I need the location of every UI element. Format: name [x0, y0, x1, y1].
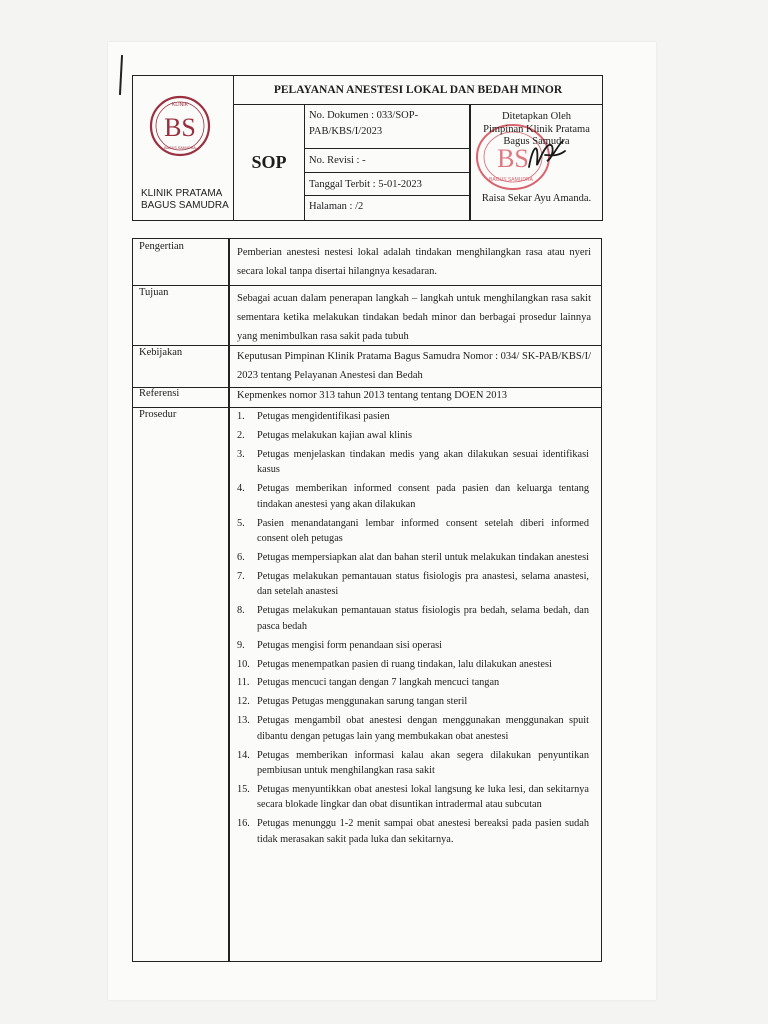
step-text: Petugas mencuci tangan dengan 7 langkah mencuci tangan	[257, 677, 500, 689]
no-dokumen-line2: PAB/KBS/I/2023	[309, 126, 383, 137]
prosedur-step	[237, 713, 589, 744]
step-number: 1.	[237, 411, 245, 422]
sop-header-table	[132, 75, 603, 221]
logo-ring-top: KLINIK	[172, 102, 188, 108]
column-separator	[228, 239, 230, 961]
prosedur-step	[237, 550, 589, 566]
kebijakan-label: Kebijakan	[139, 347, 183, 358]
no-dokumen-line1: No. Dokumen : 033/SOP-	[309, 110, 419, 121]
row-divider	[133, 345, 601, 346]
tujuan-label: Tujuan	[139, 287, 169, 298]
prosedur-step	[237, 428, 589, 444]
step-number: 4.	[237, 483, 245, 495]
referensi-text: Kepmenkes nomor 313 tahun 2013 tentang tentang DOEN 2013	[237, 390, 508, 401]
referensi-label: Referensi	[139, 388, 180, 399]
prosedur-step	[237, 748, 589, 779]
step-number: 7.	[237, 570, 245, 582]
halaman-cell: Halaman : /2	[309, 201, 364, 212]
step-number: 3.	[237, 448, 245, 460]
step-number: 11.	[237, 677, 250, 689]
prosedur-step	[237, 603, 589, 634]
step-number: 10.	[237, 658, 250, 670]
logo-ring-bottom: BAGUS SAMUDRA	[164, 146, 196, 150]
prosedur-step	[237, 816, 589, 847]
prosedur-step	[237, 481, 589, 512]
step-text: Petugas mempersiapkan alat dan bahan steril untuk melakukan tindakan anestesi	[257, 551, 589, 563]
logo-initials: BS	[164, 113, 196, 142]
step-text: Petugas Petugas menggunakan sarung tangan steril	[257, 696, 468, 708]
prosedur-step	[237, 694, 589, 710]
no-dokumen-cell	[305, 105, 469, 149]
stamp-text: BAGUS SAMUDRA	[489, 177, 533, 183]
tanggal-terbit-cell: Tanggal Terbit : 5-01-2023	[305, 173, 469, 196]
row-divider	[133, 285, 601, 286]
step-text: Petugas menunggu 1-2 menit sampai obat anestesi bereaksi pada pasien sudah tidak merasakan sakit pada luka dan sekitarnya.	[257, 818, 589, 845]
step-number: 16.	[237, 818, 250, 830]
step-text: Pasien menandatangani lembar informed consent setelah diberi informed consent oleh petugas	[257, 517, 589, 545]
step-number: 14.	[237, 749, 250, 761]
logo-cell	[133, 76, 234, 220]
step-text: Petugas memberikan informasi kalau akan segera dilakukan penyuntikan pembiusan untuk menghilangkan rasa sakit	[257, 749, 589, 777]
prosedur-step	[237, 675, 589, 691]
pimpinan-klinik: Pimpinan Klinik Pratama Bagus Samudra	[483, 124, 590, 147]
prosedur-step	[237, 638, 589, 654]
step-text: Petugas melakukan pemantauan status fisiologis pra anastesi, selama anastesi, dan setelah anastesi	[257, 570, 589, 598]
step-text: Petugas mengidentifikasi pasien	[257, 411, 390, 422]
approval-cell	[471, 105, 602, 220]
prosedur-step	[237, 516, 589, 547]
step-text: Petugas mengambil obat anestesi dengan menggunakan menggunakan spuit dibantu dengan petugas lain yang membukakan obat anestesi	[257, 715, 589, 742]
step-text: Petugas menempatkan pasien di ruang tindakan, lalu dilakukan anestesi	[257, 658, 552, 670]
prosedur-step	[237, 447, 589, 478]
step-number: 12.	[237, 696, 250, 708]
clinic-logo-icon	[148, 94, 212, 158]
prosedur-step	[237, 409, 589, 425]
prosedur-steps-list	[237, 409, 589, 851]
step-number: 15.	[237, 783, 250, 795]
step-number: 2.	[237, 429, 245, 441]
pengertian-label: Pengertian	[139, 241, 184, 252]
row-divider	[133, 407, 601, 408]
signature-icon	[523, 137, 571, 177]
step-text: Petugas memberikan informed consent pada pasien dan keluarga tentang tindakan anestesi yang akan dilakukan	[257, 483, 589, 510]
clinic-name: KLINIK PRATAMA BAGUS SAMUDRA	[141, 188, 229, 211]
step-number: 5.	[237, 517, 245, 529]
kebijakan-text: Keputusan Pimpinan Klinik Pratama Bagus Samudra Nomor : 034/ SK-PAB/KBS/I/ 2023 tentang Pelayanan Anestesi dan Bedah	[237, 351, 591, 381]
pengertian-text: Pemberian anestesi nestesi lokal adalah tindakan menghilangkan rasa atau nyeri secara lokal tanpa disertai hilangnya kesadaran.	[237, 247, 591, 277]
no-revisi-cell: No. Revisi : -	[305, 149, 469, 173]
prosedur-step	[237, 782, 589, 813]
sop-body-table	[132, 238, 602, 962]
document-title: PELAYANAN ANESTESI LOKAL DAN BEDAH MINOR	[234, 76, 602, 105]
sop-label: SOP	[234, 105, 305, 220]
step-text: Petugas melakukan kajian awal klinis	[257, 429, 412, 441]
prosedur-label: Prosedur	[139, 409, 177, 420]
step-number: 13.	[237, 715, 250, 727]
tujuan-text: Sebagai acuan dalam penerapan langkah – langkah untuk menghilangkan rasa sakit sementara ketika melakukan tindakan bedah minor dan berbagai prosedur lainnya yang menimbulkan rasa sakit pada tubuh	[237, 293, 591, 342]
step-text: Petugas menyuntikkan obat anestesi lokal langsung ke luka lesi, dan sekitarnya secara blokade lingkar dan obat disuntikan intradermal atau subcutan	[257, 783, 589, 811]
stamp-initials: BS	[497, 144, 529, 173]
ditetapkan-oleh: Ditetapkan Oleh	[501, 111, 572, 122]
prosedur-step	[237, 657, 589, 673]
step-text: Petugas menjelaskan tindakan medis yang akan dilakukan sesuai identifikasi kasus	[257, 448, 589, 476]
step-text: Petugas melakukan pemantauan status fisiologis pra bedah, selama bedah, dan pasca bedah	[257, 605, 589, 632]
signer-name: Raisa Sekar Ayu Amanda.	[481, 193, 592, 204]
step-number: 6.	[237, 551, 245, 563]
step-number: 9.	[237, 639, 245, 651]
prosedur-step	[237, 569, 589, 600]
step-text: Petugas mengisi form penandaan sisi operasi	[257, 639, 443, 651]
step-number: 8.	[237, 605, 245, 617]
